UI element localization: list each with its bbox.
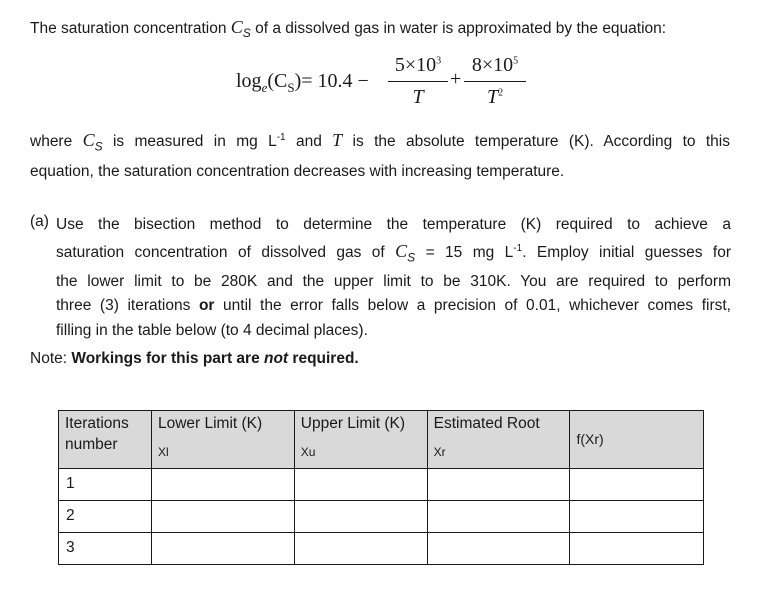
note-label: Note:: [30, 350, 72, 367]
header-upper-limit: Upper Limit (K) Xu: [294, 411, 427, 469]
eq-log-base: e: [261, 80, 268, 95]
var-cs: C: [230, 17, 243, 37]
header-estimated-root: Estimated Root Xr: [427, 411, 570, 469]
where-line-2: equation, the saturation concentration decreases with increasing temperature.: [30, 163, 565, 181]
cell-xr[interactable]: [427, 469, 570, 501]
where-paragraph: [30, 125, 730, 184]
part-a-text: [56, 213, 731, 343]
header-iterations: Iterations number: [59, 411, 152, 469]
frac2-bar: [464, 81, 526, 82]
row-number: 3: [66, 539, 75, 556]
frac1-numerator: $5\times 10^3$: [394, 54, 442, 76]
part-a-label: (a): [30, 213, 49, 230]
iterations-table: [58, 410, 704, 565]
var-cs-sub: S: [242, 26, 251, 41]
row-number: 2: [66, 507, 75, 524]
cell-fxr[interactable]: [570, 533, 704, 565]
part-a-line-4: three (3) iterations or until the error falls below a precision of 0.01, whichever comes first,: [56, 297, 731, 315]
table-header-row: [59, 411, 704, 469]
part-a-line-3: the lower limit to be 280K and the upper limit to be 310K. You are required to perform: [56, 273, 731, 291]
frac2-numerator: $8\times 10^5$: [471, 54, 519, 76]
table-row: [59, 533, 704, 565]
table-row: [59, 469, 704, 501]
eq-arg-open: (C: [267, 70, 288, 92]
eq-plus: +: [450, 68, 462, 90]
frac1-denominator: T: [412, 86, 424, 108]
intro-after: of a dissolved gas in water is approximated by the equation:: [250, 20, 667, 37]
frac1-bar: [388, 81, 448, 82]
cell-xl[interactable]: [151, 533, 294, 565]
note-bold: Workings for this part are not required.: [71, 350, 359, 367]
cell-xl[interactable]: [151, 501, 294, 533]
note: [30, 350, 359, 368]
intro-before: The saturation concentration: [30, 20, 231, 37]
cell-xu[interactable]: [294, 469, 427, 501]
cell-xr[interactable]: [427, 533, 570, 565]
header-lower-limit: Lower Limit (K) Xl: [151, 411, 294, 469]
eq-rhs-start: = 10.4 −: [301, 70, 369, 92]
row-number: 1: [66, 475, 75, 492]
cell-fxr[interactable]: [570, 469, 704, 501]
equation: [236, 50, 536, 116]
cell-xl[interactable]: [151, 469, 294, 501]
frac2-denominator: $T^2$: [486, 86, 504, 108]
eq-arg-sub: S: [287, 80, 295, 95]
part-a-line-1: Use the bisection method to determine the temperature (K) required to achieve a: [56, 216, 731, 233]
where-line-1: where $C_S$ is measured in mg $L^{-1}$ and T is the absolute temperature (K). According to this: [30, 130, 730, 154]
cell-fxr[interactable]: [570, 501, 704, 533]
intro-text: [30, 17, 666, 40]
part-a-line-5: filling in the table below (to 4 decimal places).: [56, 321, 368, 339]
header-fxr: f(Xr): [570, 411, 704, 469]
cell-xu[interactable]: [294, 533, 427, 565]
eq-arg-close: ): [294, 70, 302, 92]
eq-log: log: [236, 70, 262, 92]
part-a-line-2: saturation concentration of dissolved gas of $C_S = 15$ mg $L^{-1}$. Employ initial guesses for: [56, 241, 732, 265]
cell-xr[interactable]: [427, 501, 570, 533]
table-row: [59, 501, 704, 533]
cell-xu[interactable]: [294, 501, 427, 533]
